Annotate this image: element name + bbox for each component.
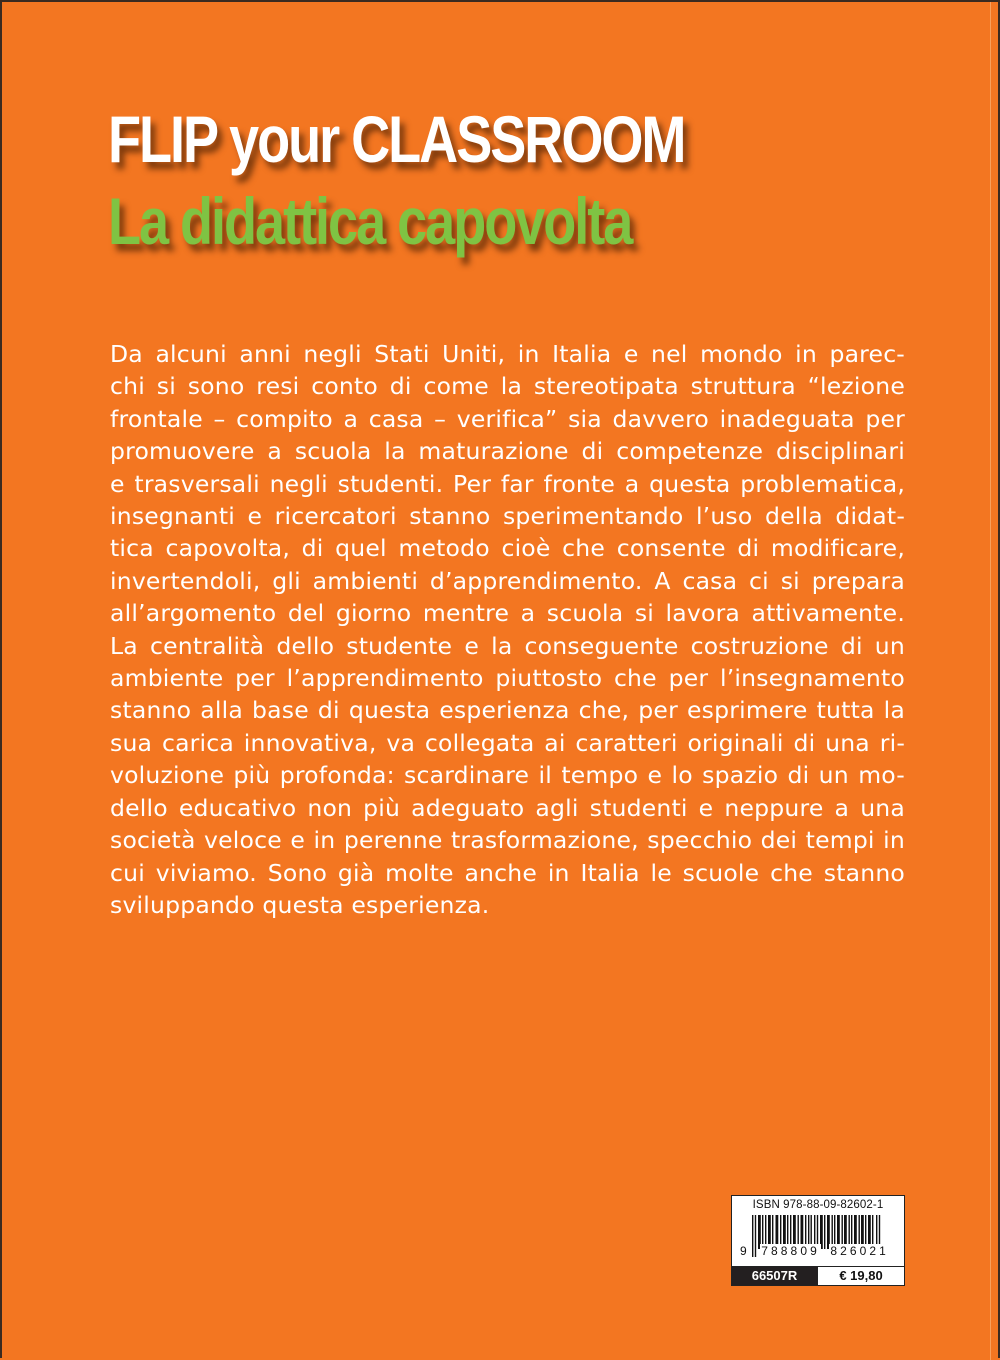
- blurb-paragraph: [110, 338, 905, 921]
- isbn-text: ISBN 978-88-09-82602-1: [752, 1199, 884, 1211]
- blurb-line: La centralità dello studente e la conseguente costruzione di un: [110, 631, 905, 660]
- blurb-line: Da alcuni anni negli Stati Uniti, in Italia e nel mondo in parec-: [110, 340, 905, 368]
- blurb-line: chi si sono resi conto di come la stereotipata struttura “lezione: [110, 372, 905, 401]
- product-code: 66507R: [732, 1267, 818, 1285]
- blurb-line: e trasversali negli studenti. Per far fronte a questa problematica,: [110, 469, 905, 498]
- blurb-line: società veloce e in perenne trasformazione, specchio dei tempi in: [110, 826, 905, 855]
- blurb-line: frontale – compito a casa – verifica” sia davvero inadeguata per: [110, 404, 905, 433]
- blurb-line: all’argomento del giorno mentre a scuola si lavora attivamente.: [110, 599, 905, 628]
- title-block: [108, 98, 811, 262]
- blurb-line: promuovere a scuola la maturazione di competenze disciplinari: [110, 437, 905, 466]
- price-row: [732, 1266, 904, 1285]
- blurb-line: invertendoli, gli ambienti d’apprendimento. A casa ci si prepara: [110, 566, 905, 595]
- isbn-barcode-label: [731, 1195, 905, 1286]
- blurb-line: dello educativo non più adeguato agli studenti e neppure a una: [110, 793, 905, 822]
- barcode-digits: [740, 1244, 890, 1258]
- edge-line: [990, 2, 991, 1360]
- title-subtitle: La didattica capovolta: [108, 184, 632, 258]
- title-main: FLIP your CLASSROOM: [108, 102, 685, 176]
- blurb-line: sviluppando questa esperienza.: [110, 890, 490, 919]
- blurb-line: voluzione più profonda: scardinare il tempo e lo spazio di un mo-: [110, 761, 905, 790]
- blurb-line: tica capovolta, di quel metodo cioè che consente di modificare,: [110, 534, 905, 563]
- blurb-line: sua carica innovativa, va collegata ai caratteri originali di una ri-: [110, 728, 905, 757]
- barcode-digit-group: 826021: [830, 1244, 889, 1258]
- blurb-line: ambiente per l’apprendimento piuttosto che per l’insegnamento: [110, 664, 905, 693]
- barcode-digit-group: 788809: [761, 1244, 820, 1258]
- barcode-digit-first: 9: [740, 1244, 750, 1258]
- blurb-line: insegnanti e ricercatori stanno sperimentando l’uso della didat-: [110, 502, 905, 531]
- blurb-line: cui viviamo. Sono già molte anche in Italia le scuole che stanno: [110, 858, 905, 887]
- blurb-line: stanno alla base di questa esperienza che, per esprimere tutta la: [110, 696, 905, 725]
- price-label: € 19,80: [818, 1267, 904, 1285]
